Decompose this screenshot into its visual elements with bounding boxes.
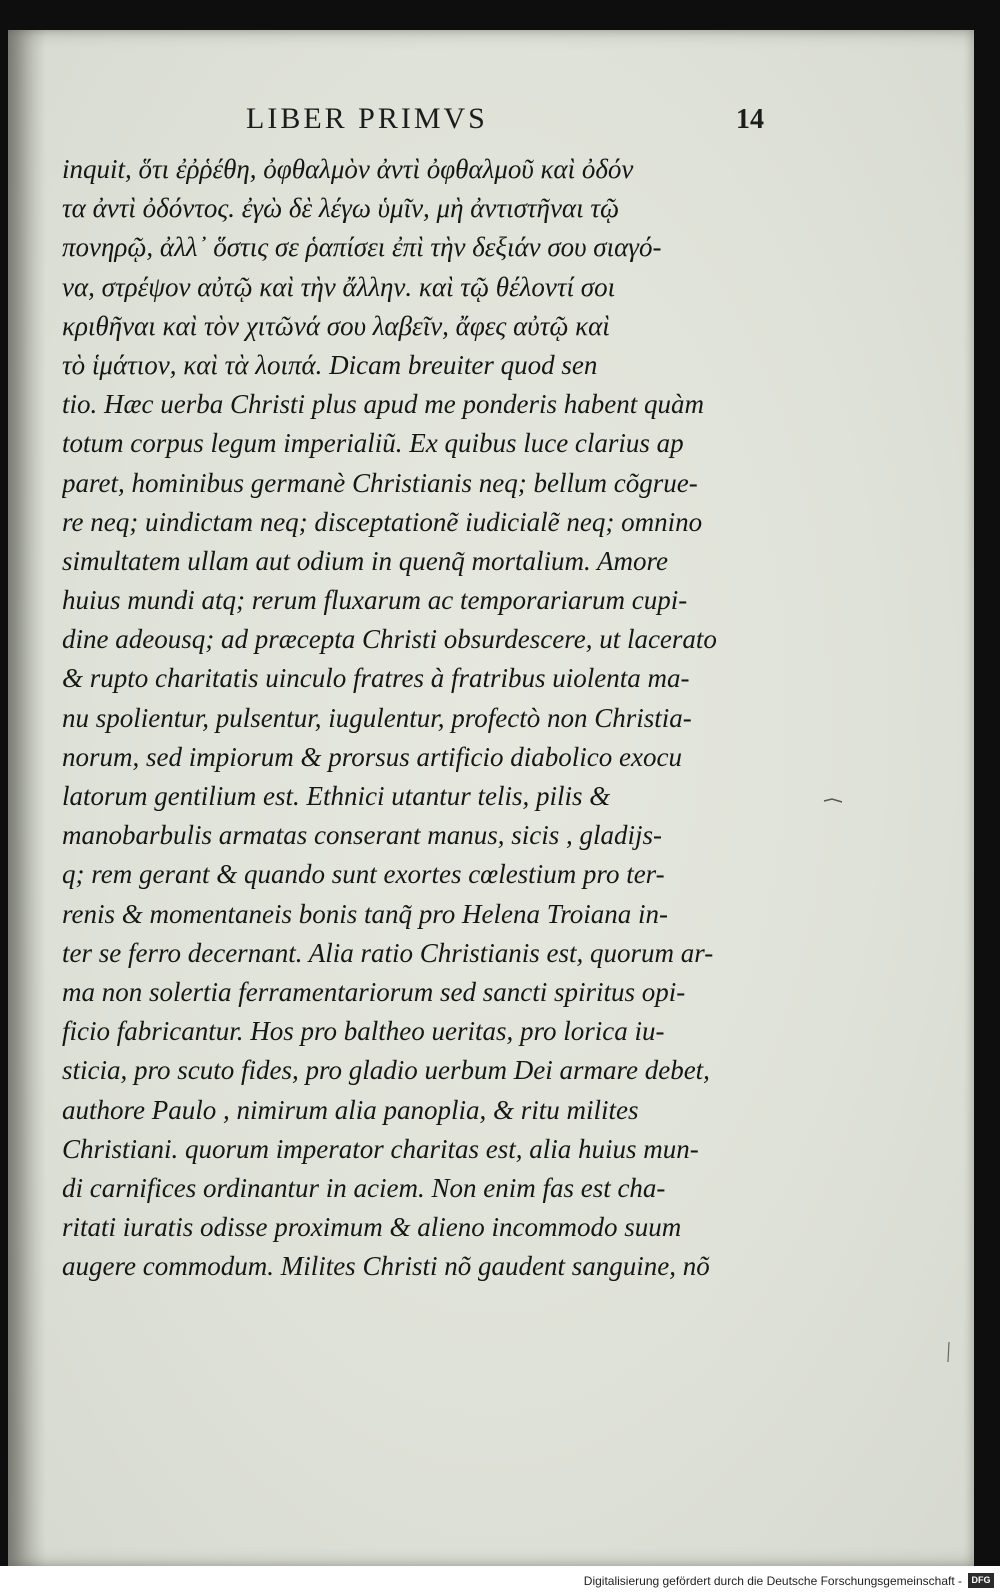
text-line: di carnifices ordinantur in aciem. Non enim fas est cha-: [62, 1172, 666, 1203]
text-line: re neq; uindictam neq; disceptationẽ iudicialẽ neq; omnino: [62, 506, 703, 537]
text-line: nu spolientur, pulsentur, iugulentur, profectò non Christia-: [62, 702, 692, 733]
margin-mark: [822, 795, 844, 807]
text-line: totum corpus legum imperialiũ. Ex quibus luce clarius ap: [62, 428, 684, 459]
text-line: renis & momentaneis bonis tanq̃ pro Helena Troiana in-: [62, 898, 668, 929]
text-line: ritati iuratis odisse proximum & alieno incommodo suum: [62, 1212, 682, 1243]
text-line: dine adeousq; ad præcepta Christi obsurdescere, ut lacerato: [62, 624, 717, 655]
text-line: q; rem gerant & quando sunt exortes cœlestium pro ter-: [62, 859, 665, 890]
margin-mark: [944, 1340, 954, 1364]
text-line: ter se ferro decernant. Alia ratio Christianis est, quorum ar-: [62, 937, 714, 968]
text-line: ficio fabricantur. Hos pro baltheo ueritas, pro lorica iu-: [62, 1016, 665, 1047]
text-line: simultatem ullam aut odium in quenq̃ mortalium. Amore: [62, 545, 668, 576]
text-line: Christiani. quorum imperator charitas est, alia huius mun-: [62, 1133, 699, 1164]
text-line: να, στρέψον αὐτῷ καὶ τὴν ἄλλην. καὶ τῷ θέλοντί σοι: [62, 271, 616, 302]
text-line: huius mundi atq; rerum fluxarum ac temporariarum cupi-: [62, 585, 688, 616]
running-title: LIBER PRIMVS: [246, 102, 488, 135]
text-line: ma non solertia ferramentariorum sed sancti spiritus opi-: [62, 976, 686, 1007]
text-line: tio. Hæc uerba Christi plus apud me ponderis habent quàm: [62, 389, 704, 420]
body-text: [62, 150, 762, 1286]
text-line: τα ἀντὶ ὀδόντος. ἐγὼ δὲ λέγω ὑμῖν, μὴ ἀντιστῆναι τῷ: [62, 193, 620, 224]
text-line: norum, sed impiorum & prorsus artificio diabolico exocu: [62, 741, 682, 772]
text-line: τὸ ἱμάτιον, καὶ τὰ λοιπά. Dicam breuiter quod sen: [62, 349, 598, 380]
text-line: πονηρῷ, ἀλλ᾽ ὅστις σε ῥαπίσει ἐπὶ τὴν δεξιάν σου σιαγό-: [62, 232, 662, 263]
text-line: latorum gentilium est. Ethnici utantur telis, pilis &: [62, 781, 611, 811]
funding-credit: Digitalisierung gefördert durch die Deutsche Forschungsgemeinschaft -: [583, 1574, 962, 1588]
page-number: 14: [736, 104, 764, 135]
text-line: & rupto charitatis uinculo fratres à fratribus uiolenta ma-: [62, 663, 690, 694]
footer-bar: [0, 1566, 1000, 1596]
book-page: [8, 30, 974, 1566]
text-line: inquit, ὅτι ἐῤῥέθη, ὀφθαλμὸν ἀντὶ ὀφθαλμοῦ καὶ ὀδόν: [62, 154, 634, 184]
gutter-shadow: [8, 30, 46, 1566]
text-line: paret, hominibus germanè Christianis neq; bellum cõgrue-: [62, 467, 698, 498]
running-head: [8, 102, 974, 142]
dfg-logo: DFG: [968, 1573, 994, 1588]
text-line: augere commodum. Milites Christi nõ gaudent sanguine, nõ: [62, 1251, 710, 1282]
text-line: authore Paulo , nimirum alia panoplia, & ritu milites: [62, 1094, 639, 1125]
text-line: sticia, pro scuto fides, pro gladio uerbum Dei armare debet,: [62, 1055, 710, 1086]
text-line: κριθῆναι καὶ τὸν χιτῶνά σου λαβεῖν, ἄφες αὐτῷ καὶ: [62, 310, 610, 341]
text-line: manobarbulis armatas conserant manus, sicis , gladijs-: [62, 820, 663, 851]
